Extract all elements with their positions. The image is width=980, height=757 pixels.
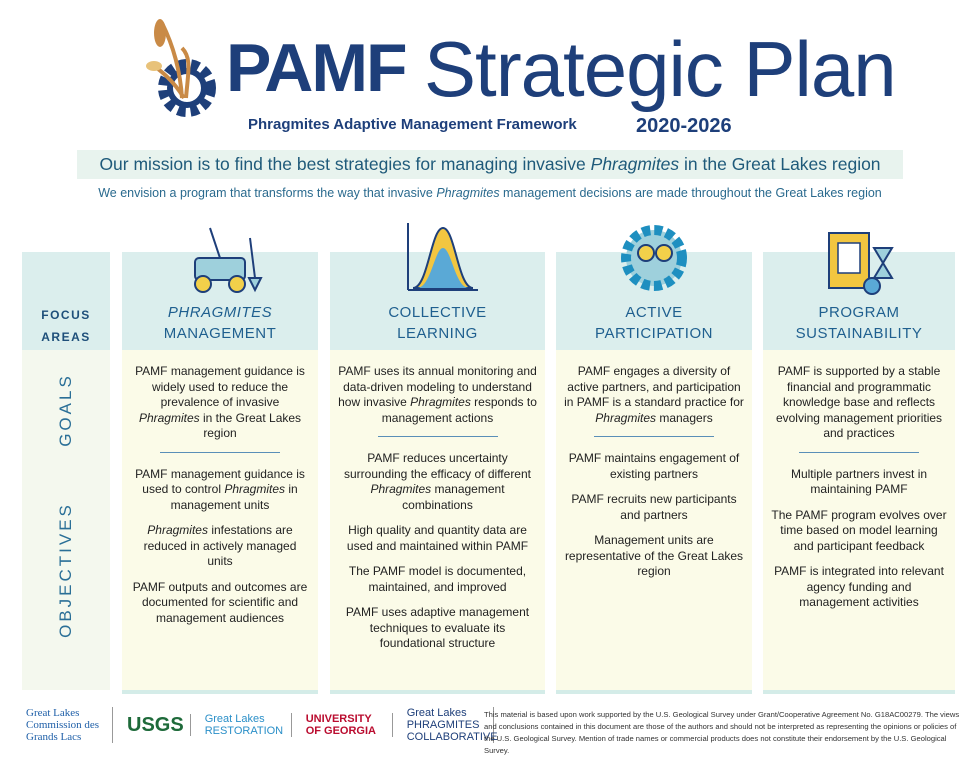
objective-text: [130, 523, 310, 570]
objective-text: [338, 523, 537, 554]
focus-area-title-line1: ACTIVE: [625, 304, 683, 321]
text-segment: Multiple partners invest in maintaining PAMF: [790, 466, 928, 496]
vision-statement: [0, 186, 980, 200]
goal-text: [130, 364, 310, 442]
text-segment: Our mission is to find the best strategies for managing invasive: [99, 154, 591, 174]
text-segment: PAMF uses its annual monitoring and data-driven modeling to understand how invasive: [338, 364, 537, 409]
text-segment: PAMF is integrated into relevant agency funding and management activities: [774, 564, 944, 609]
goal-text: [771, 364, 947, 442]
partner-logo: Great Lakes PHRAGMITES COLLABORATIVE: [401, 707, 494, 743]
partner-logo: Great Lakes RESTORATION: [199, 713, 292, 737]
mission-statement: [77, 150, 903, 179]
subtitle: Phragmites Adaptive Management Framework: [248, 116, 577, 133]
objective-text: [564, 492, 744, 523]
text-segment: in management units: [170, 482, 298, 512]
partner-logo: USGS: [121, 714, 191, 736]
focus-word: FOCUS: [41, 308, 91, 322]
objective-text: [564, 451, 744, 482]
partner-logo: Great Lakes Commission des Grands Lacs: [20, 707, 113, 743]
years: 2020-2026: [636, 115, 732, 137]
goals-label: GOALS: [56, 373, 75, 447]
text-segment: Phragmites: [590, 154, 680, 174]
focus-area-title-line2: SUSTAINABILITY: [795, 325, 923, 342]
column-content: [564, 364, 744, 590]
title-strategic-plan: Strategic Plan: [424, 25, 896, 113]
divider: [160, 452, 280, 453]
objective-text: [564, 533, 744, 580]
column-footer: [122, 690, 318, 694]
text-segment: managers: [656, 410, 713, 425]
objective-text: [130, 467, 310, 514]
divider: [799, 452, 919, 453]
focus-area-title: [330, 302, 545, 344]
focus-area-title-line2: LEARNING: [397, 325, 478, 342]
focus-area-title-line2: MANAGEMENT: [163, 325, 277, 342]
objective-text: [338, 564, 537, 595]
focus-label: [22, 308, 110, 344]
text-segment: Phragmites: [224, 482, 286, 496]
divider: [378, 436, 498, 437]
focus-area-title-line1: COLLECTIVE: [388, 304, 487, 321]
focus-area-title: [556, 302, 752, 344]
column-content: [338, 364, 537, 662]
text-segment: PAMF management guidance is used to control: [135, 466, 305, 496]
text-segment: management decisions are made throughout the Great Lakes region: [499, 186, 882, 200]
column-content: [130, 364, 310, 636]
text-segment: PAMF engages a diversity of active partners, and participation in PAMF is a standard practice for: [564, 364, 744, 409]
text-segment: Phragmites: [147, 523, 208, 537]
title-pamf: PAMF: [226, 30, 406, 106]
disclaimer: This material is based upon work supported by the U.S. Geological Survey under Grant/Cooperative Agreement No. G18AC00279. The views and conclusions contained in this document are those of the authors and should not be interpreted as representing the opinions or policies of the U.S. Geological Survey. Mention of trade names or commercial products does not constitute their endorsement by the U.S. Geological Survey.: [484, 710, 960, 755]
divider: [594, 436, 714, 437]
text-segment: Phragmites: [138, 410, 200, 425]
text-segment: PAMF reduces uncertainty surrounding the efficacy of different: [343, 451, 531, 481]
pamf-gear-logo-icon: [142, 18, 232, 118]
partner-logo: UNIVERSITY OF GEORGIA: [300, 713, 393, 737]
text-segment: PAMF maintains engagement of existing partners: [568, 451, 740, 481]
text-segment: High quality and quantity data are used and maintained within PAMF: [346, 523, 529, 553]
text-segment: PAMF outputs and outcomes are documented for scientific and management audiences: [132, 579, 308, 625]
text-segment: Phragmites: [370, 482, 432, 496]
text-segment: The PAMF program evolves over time based on model learning and participant feedback: [771, 507, 947, 553]
objective-text: [338, 451, 537, 513]
objective-text: [771, 564, 947, 611]
partner-logos: [20, 706, 498, 744]
lawnmower-tools-icon: [175, 218, 265, 298]
objective-text: [130, 580, 310, 627]
text-segment: PAMF is supported by a stable financial and programmatic knowledge base and reflects evolving management priorities and practices: [775, 364, 943, 440]
text-segment: Phragmites: [595, 410, 656, 425]
focus-area-title-line1: PHRAGMITES: [167, 304, 273, 321]
bell-curve-chart-icon: [393, 218, 483, 298]
focus-area-title: [122, 302, 318, 344]
column-footer: [763, 690, 955, 694]
focus-area-title-line2: PARTICIPATION: [595, 325, 713, 342]
text-segment: infestations are reduced in actively managed units: [143, 523, 297, 568]
objective-text: [771, 467, 947, 498]
text-segment: We envision a program that transforms the way that invasive: [98, 186, 437, 200]
goal-text: [338, 364, 537, 426]
text-segment: in the Great Lakes region: [199, 410, 302, 440]
goal-text: [564, 364, 744, 426]
objectives-label: OBJECTIVES: [56, 502, 75, 638]
column-content: [771, 364, 947, 621]
people-gear-icon: [609, 218, 699, 298]
focus-area-title: [763, 302, 955, 344]
text-segment: Phragmites: [436, 186, 500, 200]
column-footer: [556, 690, 752, 694]
text-segment: Phragmites: [410, 395, 471, 409]
column-footer: [330, 690, 545, 694]
text-segment: Management units are representative of the Great Lakes region: [564, 533, 744, 578]
objective-text: [771, 508, 947, 555]
objective-text: [338, 605, 537, 652]
text-segment: PAMF management guidance is widely used to reduce the prevalence of invasive: [135, 364, 305, 409]
text-segment: PAMF uses adaptive management techniques to evaluate its foundational structure: [345, 605, 530, 650]
text-segment: management combinations: [402, 482, 505, 512]
focus-area-title-line1: PROGRAM: [818, 304, 900, 321]
areas-word: AREAS: [41, 330, 91, 344]
text-segment: responds to management actions: [381, 395, 537, 425]
text-segment: The PAMF model is documented, maintained, and improved: [348, 564, 527, 594]
text-segment: in the Great Lakes region: [679, 154, 881, 174]
text-segment: PAMF recruits new participants and partners: [571, 492, 737, 522]
book-hourglass-icon: [814, 218, 904, 298]
